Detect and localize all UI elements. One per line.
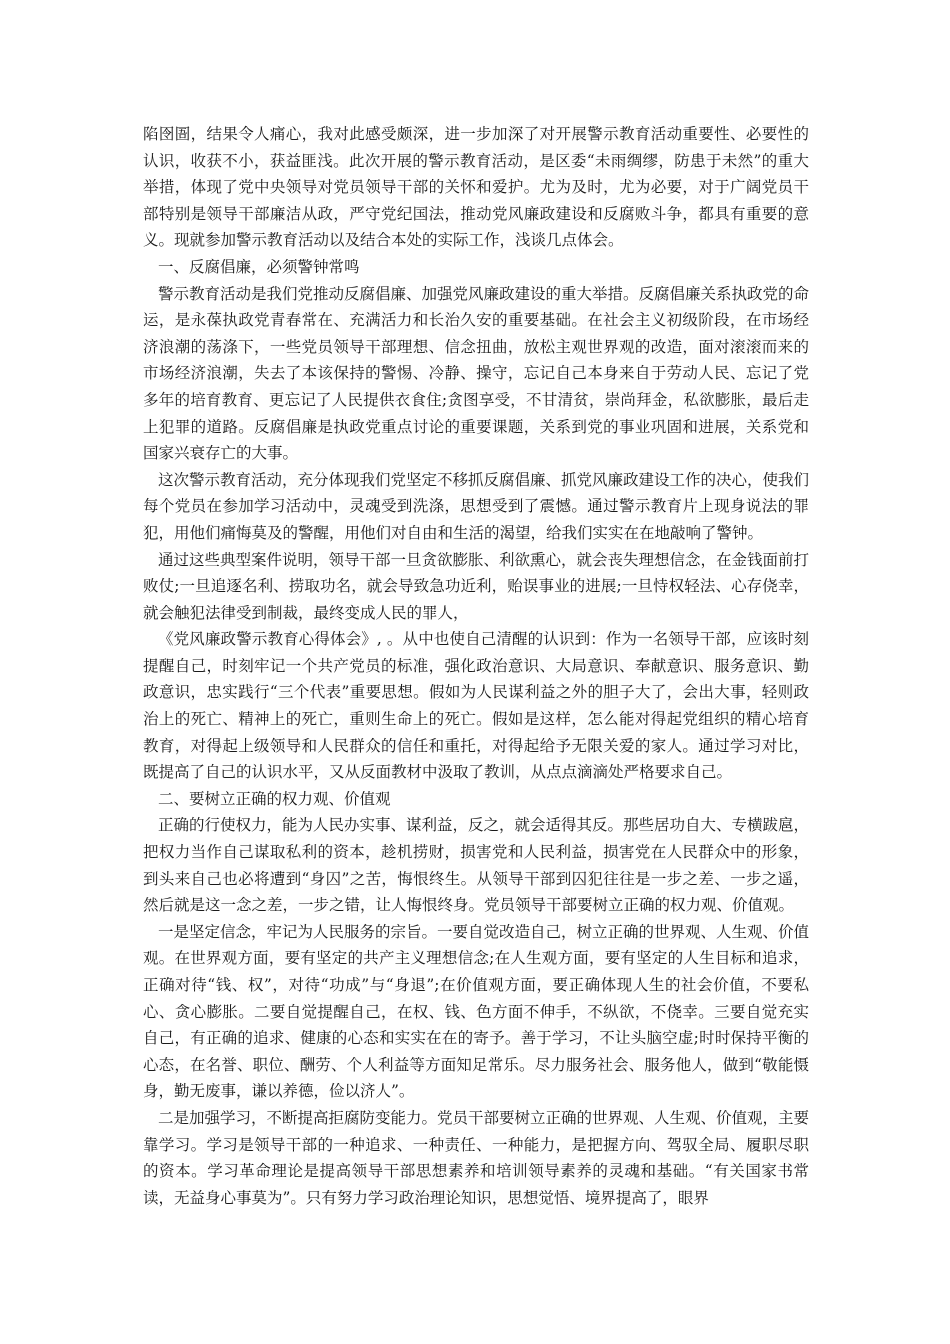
paragraph: 正确的行使权力，能为人民办实事、谋利益，反之，就会适得其反。那些居功自大、专横跋扈，把权力当作自己谋取私利的资本，趁机捞财，损害党和人民利益，损害党在人民群众中的形象，到头来自己也必将遭到“身囚”之苦，悔恨终生。从领导干部到囚犯往往是一步之差、一步之遥，然后就是这一念之差，一步之错，让人悔恨终身。党员领导干部要树立正确的权力观、价值观。 [143,816,810,915]
paragraph: 一是坚定信念，牢记为人民服务的宗旨。一要自觉改造自己，树立正确的世界观、人生观、价值观。在世界观方面，要有坚定的共产主义理想信念;在人生观方面，要有坚定的人生目标和追求，正确对待“钱、权”，对待“功成”与“身退”;在价值观方面，要正确体现人生的社会价值，不要私心、贪心膨胀。二要自觉提醒自己，在权、钱、色方面不伸手，不纵欲，不侥幸。三要自觉充实自己，有正确的追求、健康的心态和实实在在的寄予。善于学习，不让头脑空虚;时时保持平衡的心态，在名誉、职位、酬劳、个人利益等方面知足常乐。尽力服务社会、服务他人，做到“敬能慑身，勤无废事，谦以养德，俭以济人”。 [143,922,810,1101]
paragraph: 警示教育活动是我们党推动反腐倡廉、加强党风廉政建设的重大举措。反腐倡廉关系执政党的命运，是永葆执政党青春常在、充满活力和长治久安的重要基础。在社会主义初级阶段，在市场经济浪潮的荡涤下，一些党员领导干部理想、信念扭曲，放松主观世界观的改造，面对滚滚而来的市场经济浪潮，失去了本该保持的警惕、冷静、操守，忘记自己本身来自于劳动人民、忘记了党多年的培育教育、更忘记了人民提供衣食住;贪图享受，不甘清贫，崇尚拜金，私欲膨胀，最后走上犯罪的道路。反腐倡廉是执政党重点讨论的重要课题，关系到党的事业巩固和进展，关系党和国家兴衰存亡的大事。 [143,284,810,463]
paragraph: 这次警示教育活动，充分体现我们党坚定不移抓反腐倡廉、抓党风廉政建设工作的决心，使我们每个党员在参加学习活动中，灵魂受到洗涤，思想受到了震憾。通过警示教育片上现身说法的罪犯，用他们痛悔莫及的警醒，用他们对自由和生活的渴望，给我们实实在在地敲响了警钟。 [143,470,810,542]
document-body [143,121,809,1211]
paragraph: 通过这些典型案件说明，领导干部一旦贪欲膨胀、利欲熏心，就会丧失理想信念，在金钱面前打败仗;一旦追逐名利、捞取功名，就会导致急功近利，贻误事业的进展;一旦恃权轻法、心存侥幸，就会触犯法律受到制裁，最终变成人民的罪人， [143,550,810,622]
paragraph-intro-continued: 陷囹圄，结果令人痛心，我对此感受颇深，进一步加深了对开展警示教育活动重要性、必要性的认识，收获不小，获益匪浅。此次开展的警示教育活动，是区委“未雨绸缪，防患于未然”的重大举措，体现了党中央领导对党员领导干部的关怀和爱护。尤为及时，尤为必要，对于广阔党员干部特别是领导干部廉洁从政，严守党纪国法，推动党风廉政建设和反腐败斗争，都具有重要的意义。现就参加警示教育活动以及结合本处的实际工作，浅谈几点体会。 [143,125,809,250]
section-heading-2: 二、要树立正确的权力观、价值观 [158,789,391,808]
section-heading-1: 一、反腐倡廉，必须警钟常鸣 [158,257,360,276]
paragraph: 《党风廉政警示教育心得体会》, 。从中也使自己清醒的认识到：作为一名领导干部，应该时刻提醒自己，时刻牢记一个共产党员的标准，强化政治意识、大局意识、奉献意识、服务意识、勤政意识，忠实践行“三个代表”重要思想。假如为人民谋利益之外的胆子大了，会出大事，轻则政治上的死亡、精神上的死亡，重则生命上的死亡。假如是这样，怎么能对得起党组织的精心培育教育，对得起上级领导和人民群众的信任和重托，对得起给予无限关爱的家人。通过学习对比，既提高了自己的认识水平，又从反面教材中汲取了教训，从点点滴滴处严格要求自己。 [143,630,809,782]
paragraph: 二是加强学习，不断提高拒腐防变能力。党员干部要树立正确的世界观、人生观、价值观，主要靠学习。学习是领导干部的一种追求、一种责任、一种能力，是把握方向、驾驭全局、履职尽职的资本。学习革命理论是提高领导干部思想素养和培训领导素养的灵魂和基础。“有关国家书常读，无益身心事莫为”。只有努力学习政治理论知识，思想觉悟、境界提高了，眼界 [143,1108,810,1207]
